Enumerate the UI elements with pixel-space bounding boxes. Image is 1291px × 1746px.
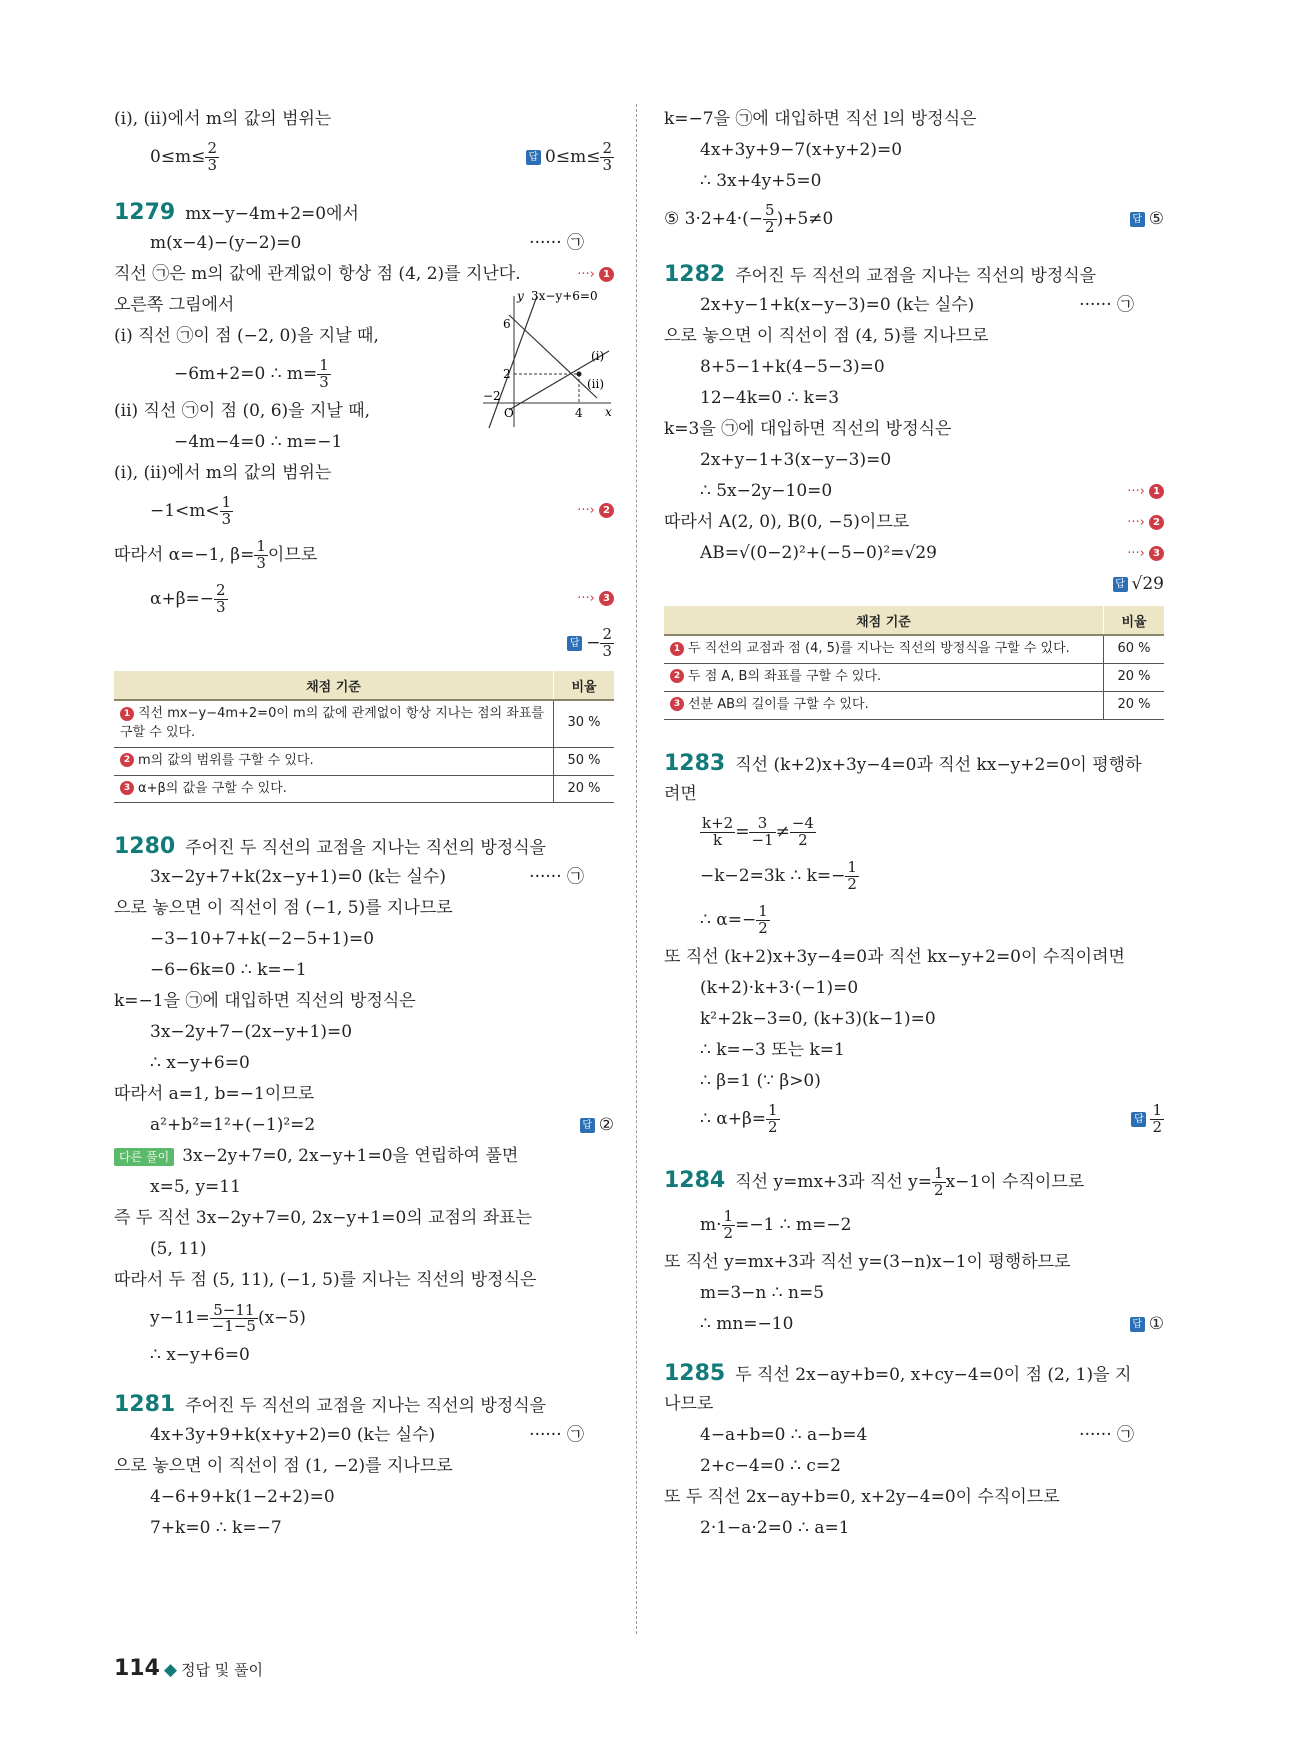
problem-number: 1283: [664, 750, 726, 776]
math-line: 7+k=0 ∴ k=−7: [150, 1518, 282, 1539]
fraction: $\frac{2}{3}$: [207, 139, 217, 174]
answer: 답 ①: [1130, 1309, 1164, 1340]
problem-number: 1280: [114, 834, 176, 860]
answer-line: [114, 621, 614, 665]
math-line: x=5, y=11: [150, 1177, 241, 1198]
origin-label: O: [504, 406, 514, 420]
math-line: −k−2=3k ∴ k=− $\frac{1}{2}$: [700, 857, 857, 893]
answer-line: [664, 569, 1164, 600]
answer: 답 √29: [1113, 569, 1164, 600]
math-line: −3−10+7+k(−2−5+1)=0: [150, 929, 375, 950]
marker-3: ···› 3: [577, 577, 614, 621]
problem-number: 1282: [664, 262, 726, 287]
math-line: (k+2)·k+3·(−1)=0: [700, 977, 859, 998]
marker-2: ···› 2: [577, 489, 614, 533]
text-line: k=−1을 ㉠에 대입하면 직선의 방정식은: [114, 991, 416, 1012]
line-ii-label: (ii): [587, 377, 605, 391]
math-line: ⑤ 3·2+4·(− $\frac{5}{2}$ )+5≠0 답 ⑤: [664, 197, 1164, 241]
diamond-icon: ◆: [163, 1660, 178, 1680]
page-footer: [114, 1656, 263, 1681]
math-line: AB=√(0−2)²+(−5−0)²=√29 ···› 3: [664, 538, 1164, 569]
math-line: α+β=− $\frac{2}{3}$ ···› 3: [114, 577, 614, 621]
math-line: m=3−n ∴ n=5: [700, 1282, 825, 1303]
math-line: 4−a+b=0 ∴ a−b=4 ······ ㉠: [700, 1424, 1134, 1445]
problem-1279: [114, 197, 614, 803]
answer-icon: 답: [1131, 1112, 1146, 1127]
footer-title: 정답 및 풀이: [181, 1661, 264, 1679]
math-line: ∴ 5x−2y−10=0 ···› 1: [664, 476, 1164, 507]
marker-3: ···› 3: [1127, 538, 1164, 569]
marker-2: ···› 2: [1127, 507, 1164, 538]
grading-header: 채점 기준: [664, 606, 1104, 635]
math-line: 0≤m≤ $\frac{2}{3}$ 답 0≤m≤ $\frac{2}{3}$: [114, 135, 614, 179]
problem-header: 1283 직선 (k+2)x+3y−4=0과 직선 kx−y+2=0이 평행하: [664, 750, 1142, 776]
math-line: 4x+3y+9+k(x+y+2)=0 (k는 실수) ······ ㉠: [150, 1425, 584, 1446]
answer: 답 ②: [580, 1110, 614, 1141]
math-line: ∴ x−y+6=0: [150, 1345, 250, 1366]
tick-6: 6: [503, 317, 511, 331]
alt-solution-badge: 다른 풀이: [114, 1148, 174, 1166]
tick-neg2: −2: [483, 389, 501, 403]
math-line: 3x−2y+7+k(2x−y+1)=0 (k는 실수) ······ ㉠: [150, 867, 584, 888]
x-label: x: [605, 405, 612, 419]
problem-1281-continued: [664, 104, 1164, 241]
text-line: 으로 놓으면 이 직선이 점 (4, 5)를 지나므로: [664, 326, 989, 346]
math-line: (5, 11): [150, 1239, 207, 1260]
column-divider: [636, 104, 637, 1634]
math-line: 4x+3y+9−7(x+y+2)=0: [700, 140, 903, 160]
problem-header: 1279 mx−y−4m+2=0에서: [114, 200, 359, 225]
math-line: 4−6+9+k(1−2+2)=0: [150, 1487, 335, 1508]
text-line: 으로 놓으면 이 직선이 점 (1, −2)를 지나므로: [114, 1456, 453, 1477]
problem-header: 1285 두 직선 2x−ay+b=0, x+cy−4=0이 점 (2, 1)을 지: [664, 1360, 1132, 1386]
answer-icon: 답: [1113, 577, 1128, 592]
line-i-label: (i): [591, 349, 605, 363]
answer: 답 0≤m≤ $\frac{2}{3}$: [526, 135, 614, 179]
math-line: k²+2k−3=0, (k+3)(k−1)=0: [700, 1008, 936, 1029]
text-line: 또 직선 y=mx+3과 직선 y=(3−n)x−1이 평행하므로: [664, 1251, 1071, 1272]
left-column: [114, 104, 614, 1544]
problem-1280: [114, 831, 614, 1371]
text-line: 즉 두 직선 3x−2y+7=0, 2x−y+1=0의 교점의 좌표는: [114, 1208, 533, 1229]
math-line: −6−6k=0 ∴ k=−1: [150, 960, 307, 981]
math-line: 2x+y−1+k(x−y−3)=0 (k는 실수) ······ ㉠: [700, 295, 1134, 315]
marker-1: ···› 1: [577, 259, 614, 290]
text-line: 다른 풀이 3x−2y+7=0, 2x−y+1=0을 연립하여 풀면: [114, 1141, 614, 1172]
problem-1285: [664, 1358, 1164, 1544]
problem-number: 1279: [114, 200, 176, 225]
table-row: 1 직선 mx−y−4m+2=0이 m의 값에 관계없이 항상 지나는 점의 좌표를 구할 수 있다. 30 %: [114, 700, 614, 747]
problem-header: 1280 주어진 두 직선의 교점을 지나는 직선의 방정식을: [114, 834, 547, 860]
text-line: (i), (ii)에서 m의 값의 범위는: [114, 463, 332, 483]
eq-label: 3x−y+6=0: [531, 290, 598, 303]
math-line: ∴ α+β= $\frac{1}{2}$ 답 $\frac{1}{2}$: [664, 1097, 1164, 1141]
y-label: y: [517, 290, 524, 303]
problem-number: 1284: [664, 1167, 726, 1193]
problem-header: 1281 주어진 두 직선의 교점을 지나는 직선의 방정식을: [114, 1392, 547, 1418]
text-line: 또 직선 (k+2)x+3y−4=0과 직선 kx−y+2=0이 수직이려면: [664, 946, 1125, 967]
math-line: ∴ β=1 (∵ β>0): [700, 1070, 821, 1091]
text-line: k=3을 ㉠에 대입하면 직선의 방정식은: [664, 419, 952, 439]
text-line: (ii) 직선 ㉠이 점 (0, 6)을 지날 때,: [114, 401, 371, 421]
answer-icon: 답: [1130, 212, 1145, 227]
math-line: −6m+2=0 ∴ m= $\frac{1}{3}$: [174, 356, 329, 391]
answer-icon: 답: [580, 1118, 595, 1133]
table-row: 3 선분 AB의 길이를 구할 수 있다. 20 %: [664, 691, 1164, 719]
page-number: 114: [114, 1656, 160, 1681]
math-line: 3x−2y+7−(2x−y+1)=0: [150, 1022, 353, 1043]
grading-header: 채점 기준: [114, 671, 554, 700]
text-line: 나므로: [664, 1393, 714, 1414]
math-line: ∴ 3x+4y+5=0: [700, 171, 822, 191]
text-line: (i) 직선 ㉠이 점 (−2, 0)을 지날 때,: [114, 326, 379, 346]
table-row: 1 두 직선의 교점과 점 (4, 5)를 지나는 직선의 방정식을 구할 수 있다. 60 %: [664, 635, 1164, 663]
answer: 답 ⑤: [1130, 197, 1164, 241]
table-row: 2 m의 값의 범위를 구할 수 있다. 50 %: [114, 747, 614, 775]
text-line: 따라서 α=−1, β= $\frac{1}{3}$ 이므로: [114, 537, 318, 572]
text-line: 직선 ㉠은 m의 값에 관계없이 항상 점 (4, 2)를 지난다. ···› 1: [114, 259, 614, 290]
right-column: [664, 104, 1164, 1544]
grading-table: [114, 671, 614, 803]
math-line: ∴ k=−3 또는 k=1: [700, 1039, 845, 1060]
math-line: y−11= $\frac{5-11}{-1-5}$ (x−5): [150, 1300, 306, 1336]
math-line: 2x+y−1+3(x−y−3)=0: [700, 450, 892, 470]
table-row: 2 두 점 A, B의 좌표를 구할 수 있다. 20 %: [664, 663, 1164, 691]
problem-header: 1284 직선 y=mx+3과 직선 y= $\frac{1}{2}$ x−1이 수직이므로: [664, 1163, 1085, 1199]
problem-1283: [664, 748, 1164, 1141]
text-line: 따라서 a=1, b=−1이므로: [114, 1084, 315, 1105]
problem-1281: [114, 1389, 614, 1544]
math-line: 12−4k=0 ∴ k=3: [700, 388, 840, 408]
ratio-header: 비율: [1104, 606, 1165, 635]
math-line: 2·1−a·2=0 ∴ a=1: [700, 1517, 850, 1538]
math-line: ∴ x−y+6=0: [150, 1053, 250, 1074]
answer: 답 $\frac{1}{2}$: [1131, 1097, 1164, 1141]
text-line: 오른쪽 그림에서: [114, 295, 235, 315]
math-line: $\frac{k+2}{k}$ = $\frac{3}{-1}$ ≠ $\frac{-4}{2}$: [702, 813, 814, 849]
table-row: 3 α+β의 값을 구할 수 있다. 20 %: [114, 775, 614, 803]
problem-1284: [664, 1159, 1164, 1340]
text-line: 려면: [664, 783, 697, 804]
answer-icon: 답: [567, 636, 582, 651]
math-line: m· $\frac{1}{2}$ =−1 ∴ m=−2: [700, 1206, 852, 1242]
answer-icon: 답: [1130, 1317, 1145, 1332]
text-line: 따라서 A(2, 0), B(0, −5)이므로 ···› 2: [664, 507, 1164, 538]
marker-1: ···› 1: [1127, 476, 1164, 507]
text-line: 또 두 직선 2x−ay+b=0, x+2y−4=0이 수직이므로: [664, 1486, 1060, 1507]
math-line: 2+c−4=0 ∴ c=2: [700, 1455, 841, 1476]
tick-4: 4: [575, 406, 583, 420]
text-line: 으로 놓으면 이 직선이 점 (−1, 5)를 지나므로: [114, 898, 453, 919]
problem-number: 1285: [664, 1360, 726, 1386]
text-line: 따라서 두 점 (5, 11), (−1, 5)를 지나는 직선의 방정식은: [114, 1270, 537, 1291]
math-line: −4m−4=0 ∴ m=−1: [174, 432, 343, 452]
math-line: a²+b²=1²+(−1)²=2 답 ②: [114, 1110, 614, 1141]
answer: 답 − $\frac{2}{3}$: [567, 621, 614, 665]
problem-number: 1281: [114, 1392, 176, 1418]
text-line: k=−7을 ㉠에 대입하면 직선 l의 방정식은: [664, 109, 977, 129]
problem-1282: [664, 259, 1164, 720]
grading-table: [664, 606, 1164, 720]
math-line: ∴ mn=−10 답 ①: [664, 1309, 1164, 1340]
tick-2: 2: [503, 367, 511, 381]
text-line: (i), (ii)에서 m의 값의 범위는: [114, 109, 332, 129]
math-line: 8+5−1+k(4−5−3)=0: [700, 357, 885, 377]
ratio-header: 비율: [554, 671, 615, 700]
problem-header: 1282 주어진 두 직선의 교점을 지나는 직선의 방정식을: [664, 262, 1097, 287]
math-line: ∴ α=− $\frac{1}{2}$: [700, 901, 768, 937]
answer-icon: 답: [526, 150, 541, 165]
math-line: −1<m< $\frac{1}{3}$ ···› 2: [114, 489, 614, 533]
math-line: m(x−4)−(y−2)=0 ······ ㉠: [150, 233, 584, 253]
